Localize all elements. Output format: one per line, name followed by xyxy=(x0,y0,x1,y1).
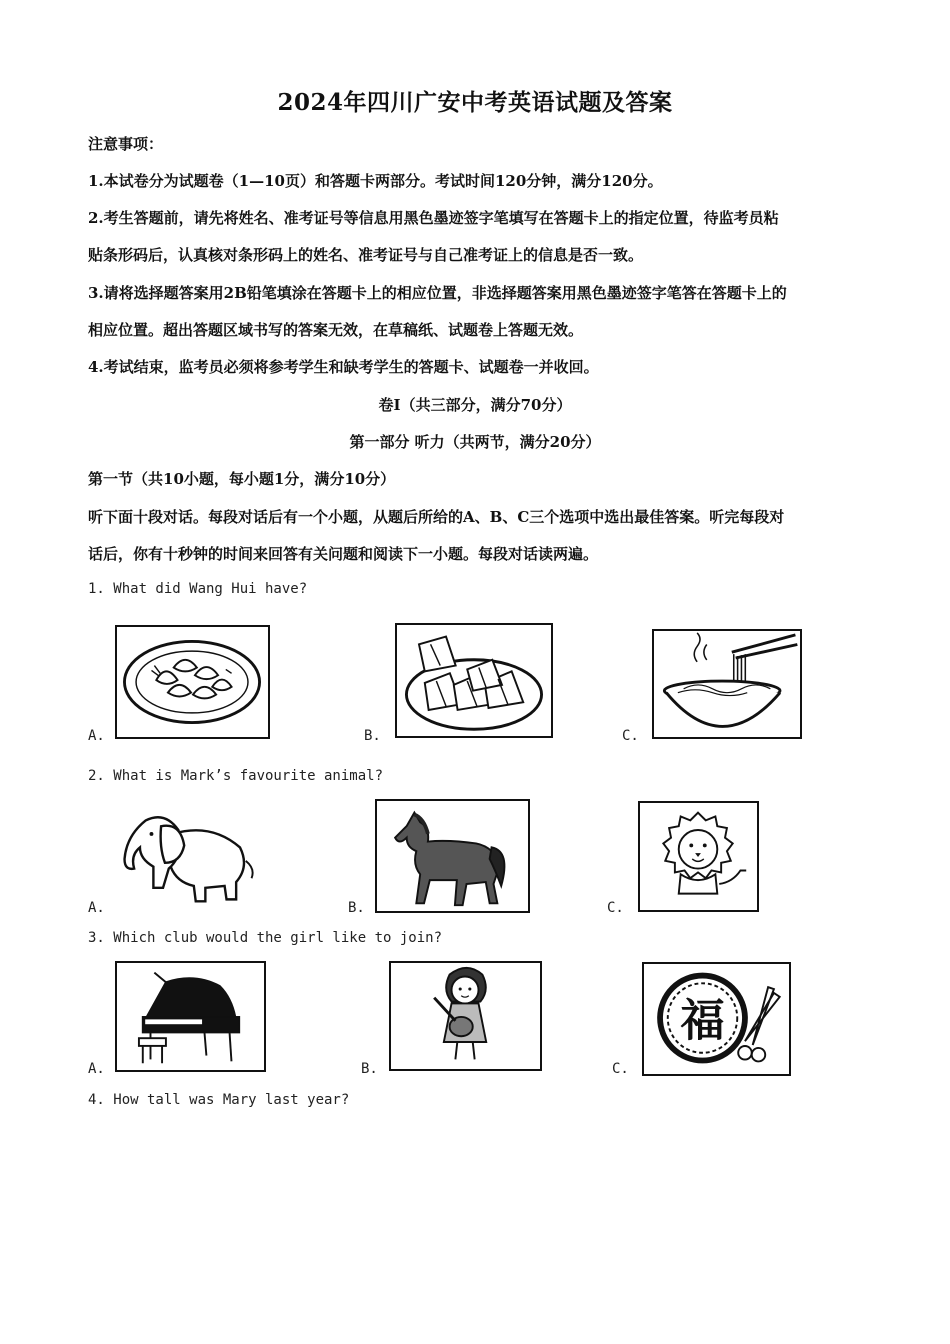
volume-heading: 卷Ⅰ（共三部分，满分70分） xyxy=(378,396,572,414)
q3-option-c-label: C. xyxy=(612,1061,629,1077)
q3-option-b-label: B. xyxy=(361,1061,378,1077)
q1-option-a-label: A. xyxy=(88,728,105,744)
exam-title: 2024年四川广安中考英语试题及答案 xyxy=(277,89,673,116)
notes-heading: 注意事项： xyxy=(88,135,164,153)
zongzi-plate-image xyxy=(395,623,553,738)
notes-item-1: 1.本试卷分为试题卷（1—10页）和答题卡两部分。考试时间120分钟，满分120分。 xyxy=(88,172,663,190)
q1-option-c-label: C. xyxy=(622,728,639,744)
question-1: 1. What did Wang Hui have? xyxy=(88,581,308,597)
horse-image xyxy=(375,799,530,913)
paper-cut-character: 福 xyxy=(680,994,725,1047)
notes-item-4: 4.考试结束，监考员必须将参考学生和缺考学生的答题卡、试题卷一并收回。 xyxy=(88,358,599,376)
instructions-line-2: 话后，你有十秒钟的时间来回答有关问题和阅读下一小题。每段对话读两遍。 xyxy=(88,545,599,563)
elephant-image xyxy=(114,805,264,911)
notes-item-2-line-2: 贴条形码后，认真核对条形码上的姓名、准考证号与自己准考证上的信息是否一致。 xyxy=(88,246,644,264)
section-heading: 第一节（共10小题，每小题1分，满分10分） xyxy=(88,470,396,488)
instructions-line-1: 听下面十段对话。每段对话后有一个小题，从题后所给的A、B、C三个选项中选出最佳答案。听完每段对 xyxy=(88,508,785,526)
notes-item-2-line-1: 2.考生答题前，请先将姓名、准考证号等信息用黑色墨迹签字笔填写在答题卡上的指定位置，待监考员粘 xyxy=(88,209,779,227)
dumplings-plate-image xyxy=(115,625,270,739)
girl-with-guitar-image xyxy=(389,961,542,1071)
q3-option-a-label: A. xyxy=(88,1061,105,1077)
piano-image xyxy=(115,961,266,1072)
notes-item-3-line-1: 3.请将选择题答案用2B铅笔填涂在答题卡上的相应位置，非选择题答案用黑色墨迹签字笔答在答题卡上的 xyxy=(88,284,787,302)
q2-option-b-label: B. xyxy=(348,900,365,916)
question-3: 3. Which club would the girl like to join? xyxy=(88,930,443,946)
paper-cutting-fu-image xyxy=(642,962,791,1076)
q1-option-b-label: B. xyxy=(364,728,381,744)
q2-option-c-label: C. xyxy=(607,900,624,916)
question-2: 2. What is Mark’s favourite animal? xyxy=(88,768,384,784)
part-heading: 第一部分 听力（共两节，满分20分） xyxy=(349,433,601,451)
noodles-bowl-image xyxy=(652,629,802,739)
question-4: 4. How tall was Mary last year? xyxy=(88,1092,350,1108)
q2-option-a-label: A. xyxy=(88,900,105,916)
lion-image xyxy=(638,801,759,912)
notes-item-3-line-2: 相应位置。超出答题区域书写的答案无效，在草稿纸、试题卷上答题无效。 xyxy=(88,321,584,339)
